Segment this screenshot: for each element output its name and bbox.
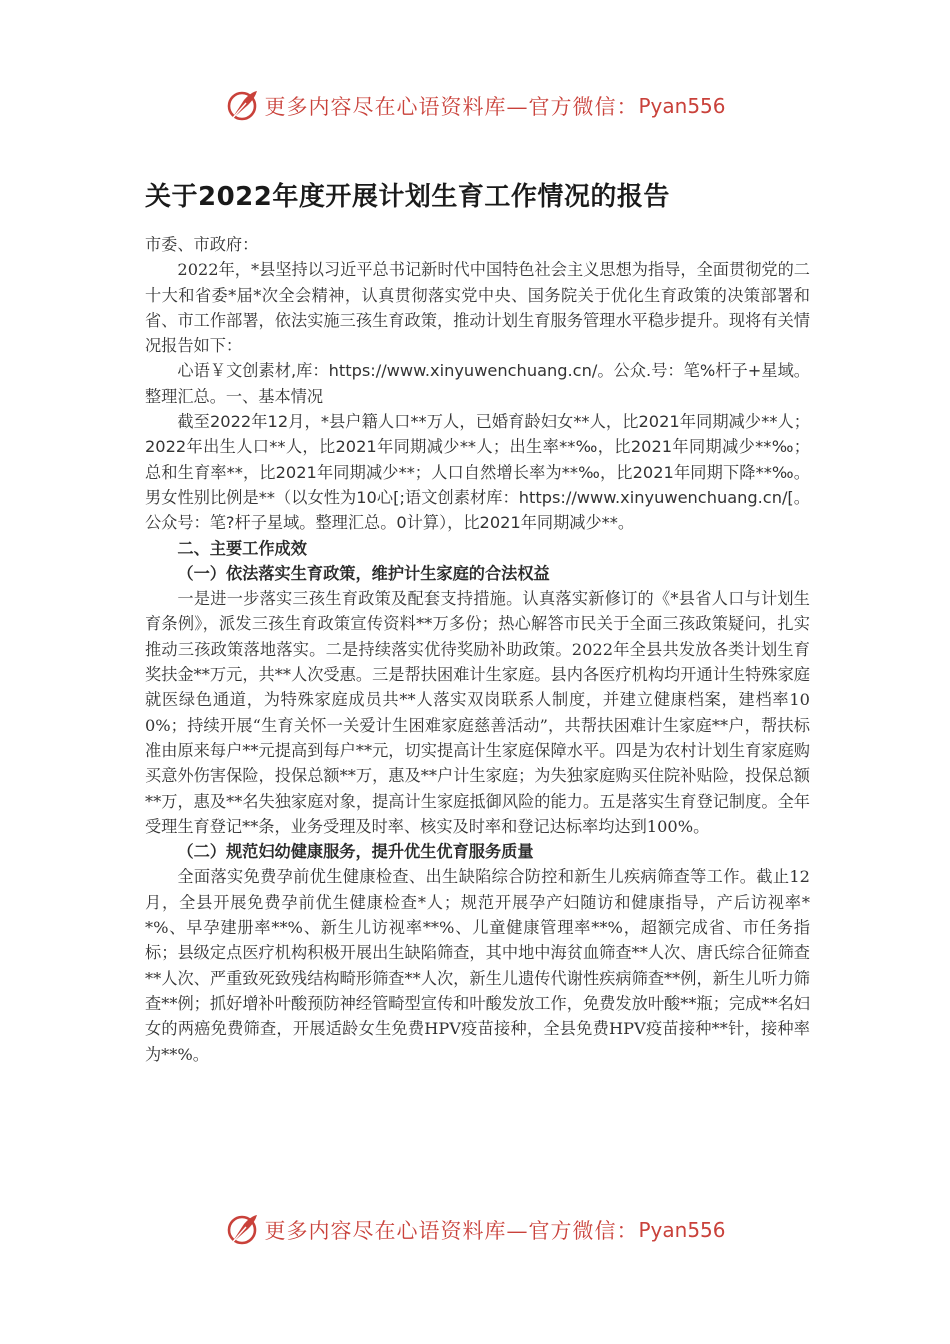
watermark-paragraph: 心语￥文创素材,库：https://www.xinyuwenchuang.cn/。公众.号：笔%杆子+星域。整理汇总。一、基本情况 — [145, 361, 810, 406]
document-body — [145, 232, 810, 1067]
header-banner — [0, 84, 950, 128]
footer-banner — [0, 1208, 950, 1252]
banner-text: 更多内容尽在心语资料库—官方微信： — [264, 95, 639, 119]
intro-paragraph: 2022年，*县坚持以习近平总书记新时代中国特色社会主义思想为指导，全面贯彻党的二十大和省委*届*次全会精神，认真贯彻落实党中央、国务院关于优化生育政策的决策部署和省、市工作部署，依法实施三孩生育政策，推动计划生育服务管理水平稳步提升。现将有关情况报告如下： — [145, 260, 810, 356]
subsection-heading-2: （二）规范妇幼健康服务，提升优生优育服务质量 — [177, 842, 534, 862]
banner-wechat-id: Pyan556 — [638, 1218, 726, 1242]
subsection-heading-1: （一）依法落实生育政策，维护计生家庭的合法权益 — [177, 563, 550, 583]
section-heading-achievements: 二、主要工作成效 — [177, 538, 307, 558]
quill-pen-logo-icon — [224, 88, 260, 124]
quill-pen-logo-icon — [224, 1212, 260, 1248]
birth-policy-paragraph: 一是进一步落实三孩生育政策及配套支持措施。认真落实新修订的《*县省人口与计划生育条例》，派发三孩生育政策宣传资料**万多份；热心解答市民关于全面三孩政策疑问，扎实推动三孩政策落地落实。二是持续落实优待奖励补助政策。2022年全县共发放各类计划生育奖扶金**万元，共**人次受惠。三是帮扶困难计生家庭。县内各医疗机构均开通计生特殊家庭就医绿色通道，为特殊家庭成员共**人落实双岗联系人制度，并建立健康档案，建档率100%；持续开展“生育关怀一关爱计生困难家庭慈善活动”，共帮扶困难计生家庭**户，帮扶标准由原来每户**元提高到每户**元，切实提高计生家庭保障水平。四是为农村计划生育家庭购买意外伤害保险，投保总额**万，惠及**户计生家庭；为失独家庭购买住院补贴险，投保总额**万，惠及**名失独家庭对象，提高计生家庭抵御风险的能力。五是落实生育登记制度。全年受理生育登记**条，业务受理及时率、核实及时率和登记达标率均达到100%。 — [145, 589, 810, 836]
document-title: 关于2022年度开展计划生育工作情况的报告 — [145, 182, 670, 212]
banner-text: 更多内容尽在心语资料库—官方微信： — [264, 1219, 639, 1243]
salutation: 市委、市政府： — [145, 235, 259, 254]
maternal-health-paragraph: 全面落实免费孕前优生健康检查、出生缺陷综合防控和新生儿疾病筛查等工作。截止12月，全县开展免费孕前优生健康检查*人；规范开展孕产妇随访和健康指导，产后访视率**%、早孕建册率**%、新生儿访视率**%、儿童健康管理率**%，超额完成省、市任务指标；县级定点医疗机构积极开展出生缺陷筛查，其中地中海贫血筛查**人次、唐氏综合征筛查**人次、严重致死致残结构畸形筛查**人次，新生儿遗传代谢性疾病筛查**例，新生儿听力筛查**例；抓好增补叶酸预防神经管畸型宣传和叶酸发放工作，免费发放叶酸**瓶；完成**名妇女的两癌免费筛查，开展适龄女生免费HPV疫苗接种，全县免费HPV疫苗接种**针，接种率为**%。 — [145, 867, 810, 1064]
banner-wechat-id: Pyan556 — [638, 94, 726, 118]
basic-situation-paragraph: 截至2022年12月，*县户籍人口**万人，已婚育龄妇女**人，比2021年同期减少**人；2022年出生人口**人，比2021年同期减少**人；出生率**‰，比2021年同期减少**‰；总和生育率**，比2021年同期减少**；人口自然增长率为**‰，比2021年同期下降**‰。男女性别比例是**（以女性为10心[;语文创素材库：https://www.xinyuwenchuang.cn/[。公众号：笔?杆子星域。整理汇总。0计算），比2021年同期减少**。 — [145, 412, 810, 533]
